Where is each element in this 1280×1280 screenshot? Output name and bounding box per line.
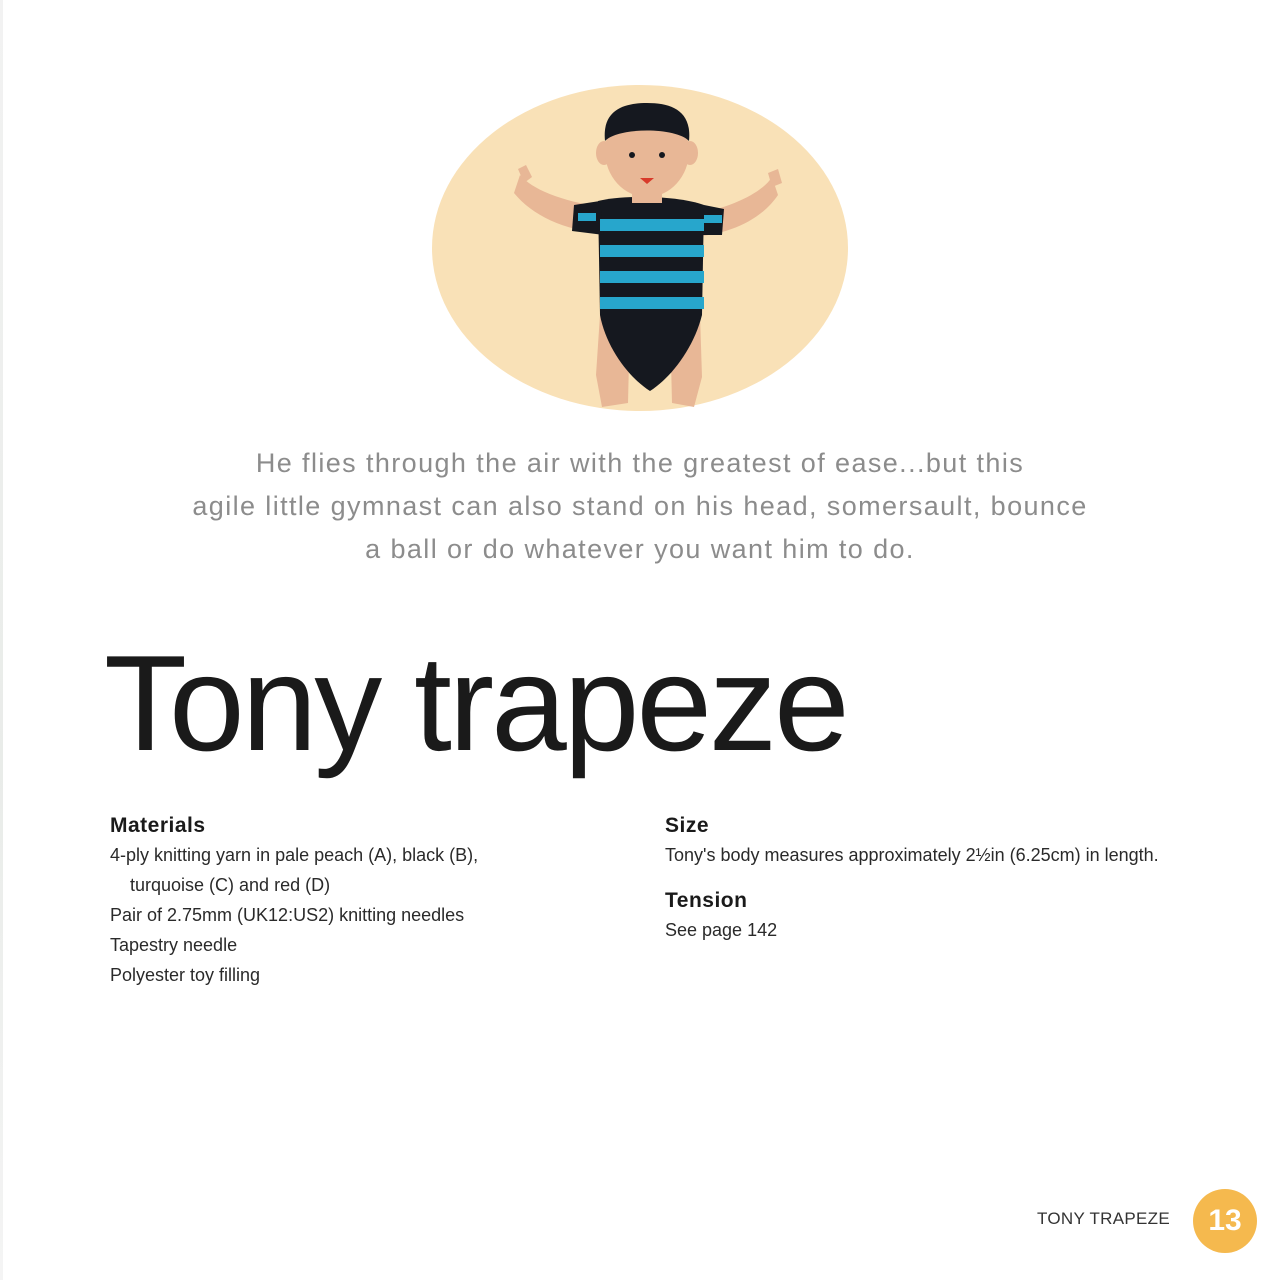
materials-item: turquoise (C) and red (D) (130, 875, 331, 895)
tension-heading: Tension (665, 889, 748, 912)
page-edge (0, 0, 3, 1280)
knitted-gymnast-toy-image (432, 85, 848, 411)
size-text: Tony's body measures approximately 2½in (6.25cm) in length. (665, 845, 1159, 865)
running-footer-title: TONY TRAPEZE (1036, 1209, 1170, 1228)
materials-item: 4-ply knitting yarn in pale peach (A), black (B), (110, 845, 479, 865)
size-tension-section (665, 812, 1225, 945)
intro-paragraph (150, 442, 1130, 571)
intro-line-2: agile little gymnast can also stand on his head, somersault, bounce (192, 491, 1088, 521)
materials-heading: Materials (110, 814, 206, 837)
page-number-badge: 13 (1193, 1189, 1257, 1253)
intro-line-1: He flies through the air with the greatest of ease...but this (255, 448, 1025, 478)
materials-item: Tapestry needle (110, 935, 238, 955)
materials-section (110, 812, 610, 990)
intro-line-3: a ball or do whatever you want him to do. (365, 534, 915, 564)
materials-item: Pair of 2.75mm (UK12:US2) knitting needles (110, 905, 465, 925)
materials-item: Polyester toy filling (110, 965, 261, 985)
tension-text: See page 142 (665, 920, 778, 940)
size-heading: Size (665, 814, 710, 837)
page-title: Tony trapeze (104, 627, 847, 779)
